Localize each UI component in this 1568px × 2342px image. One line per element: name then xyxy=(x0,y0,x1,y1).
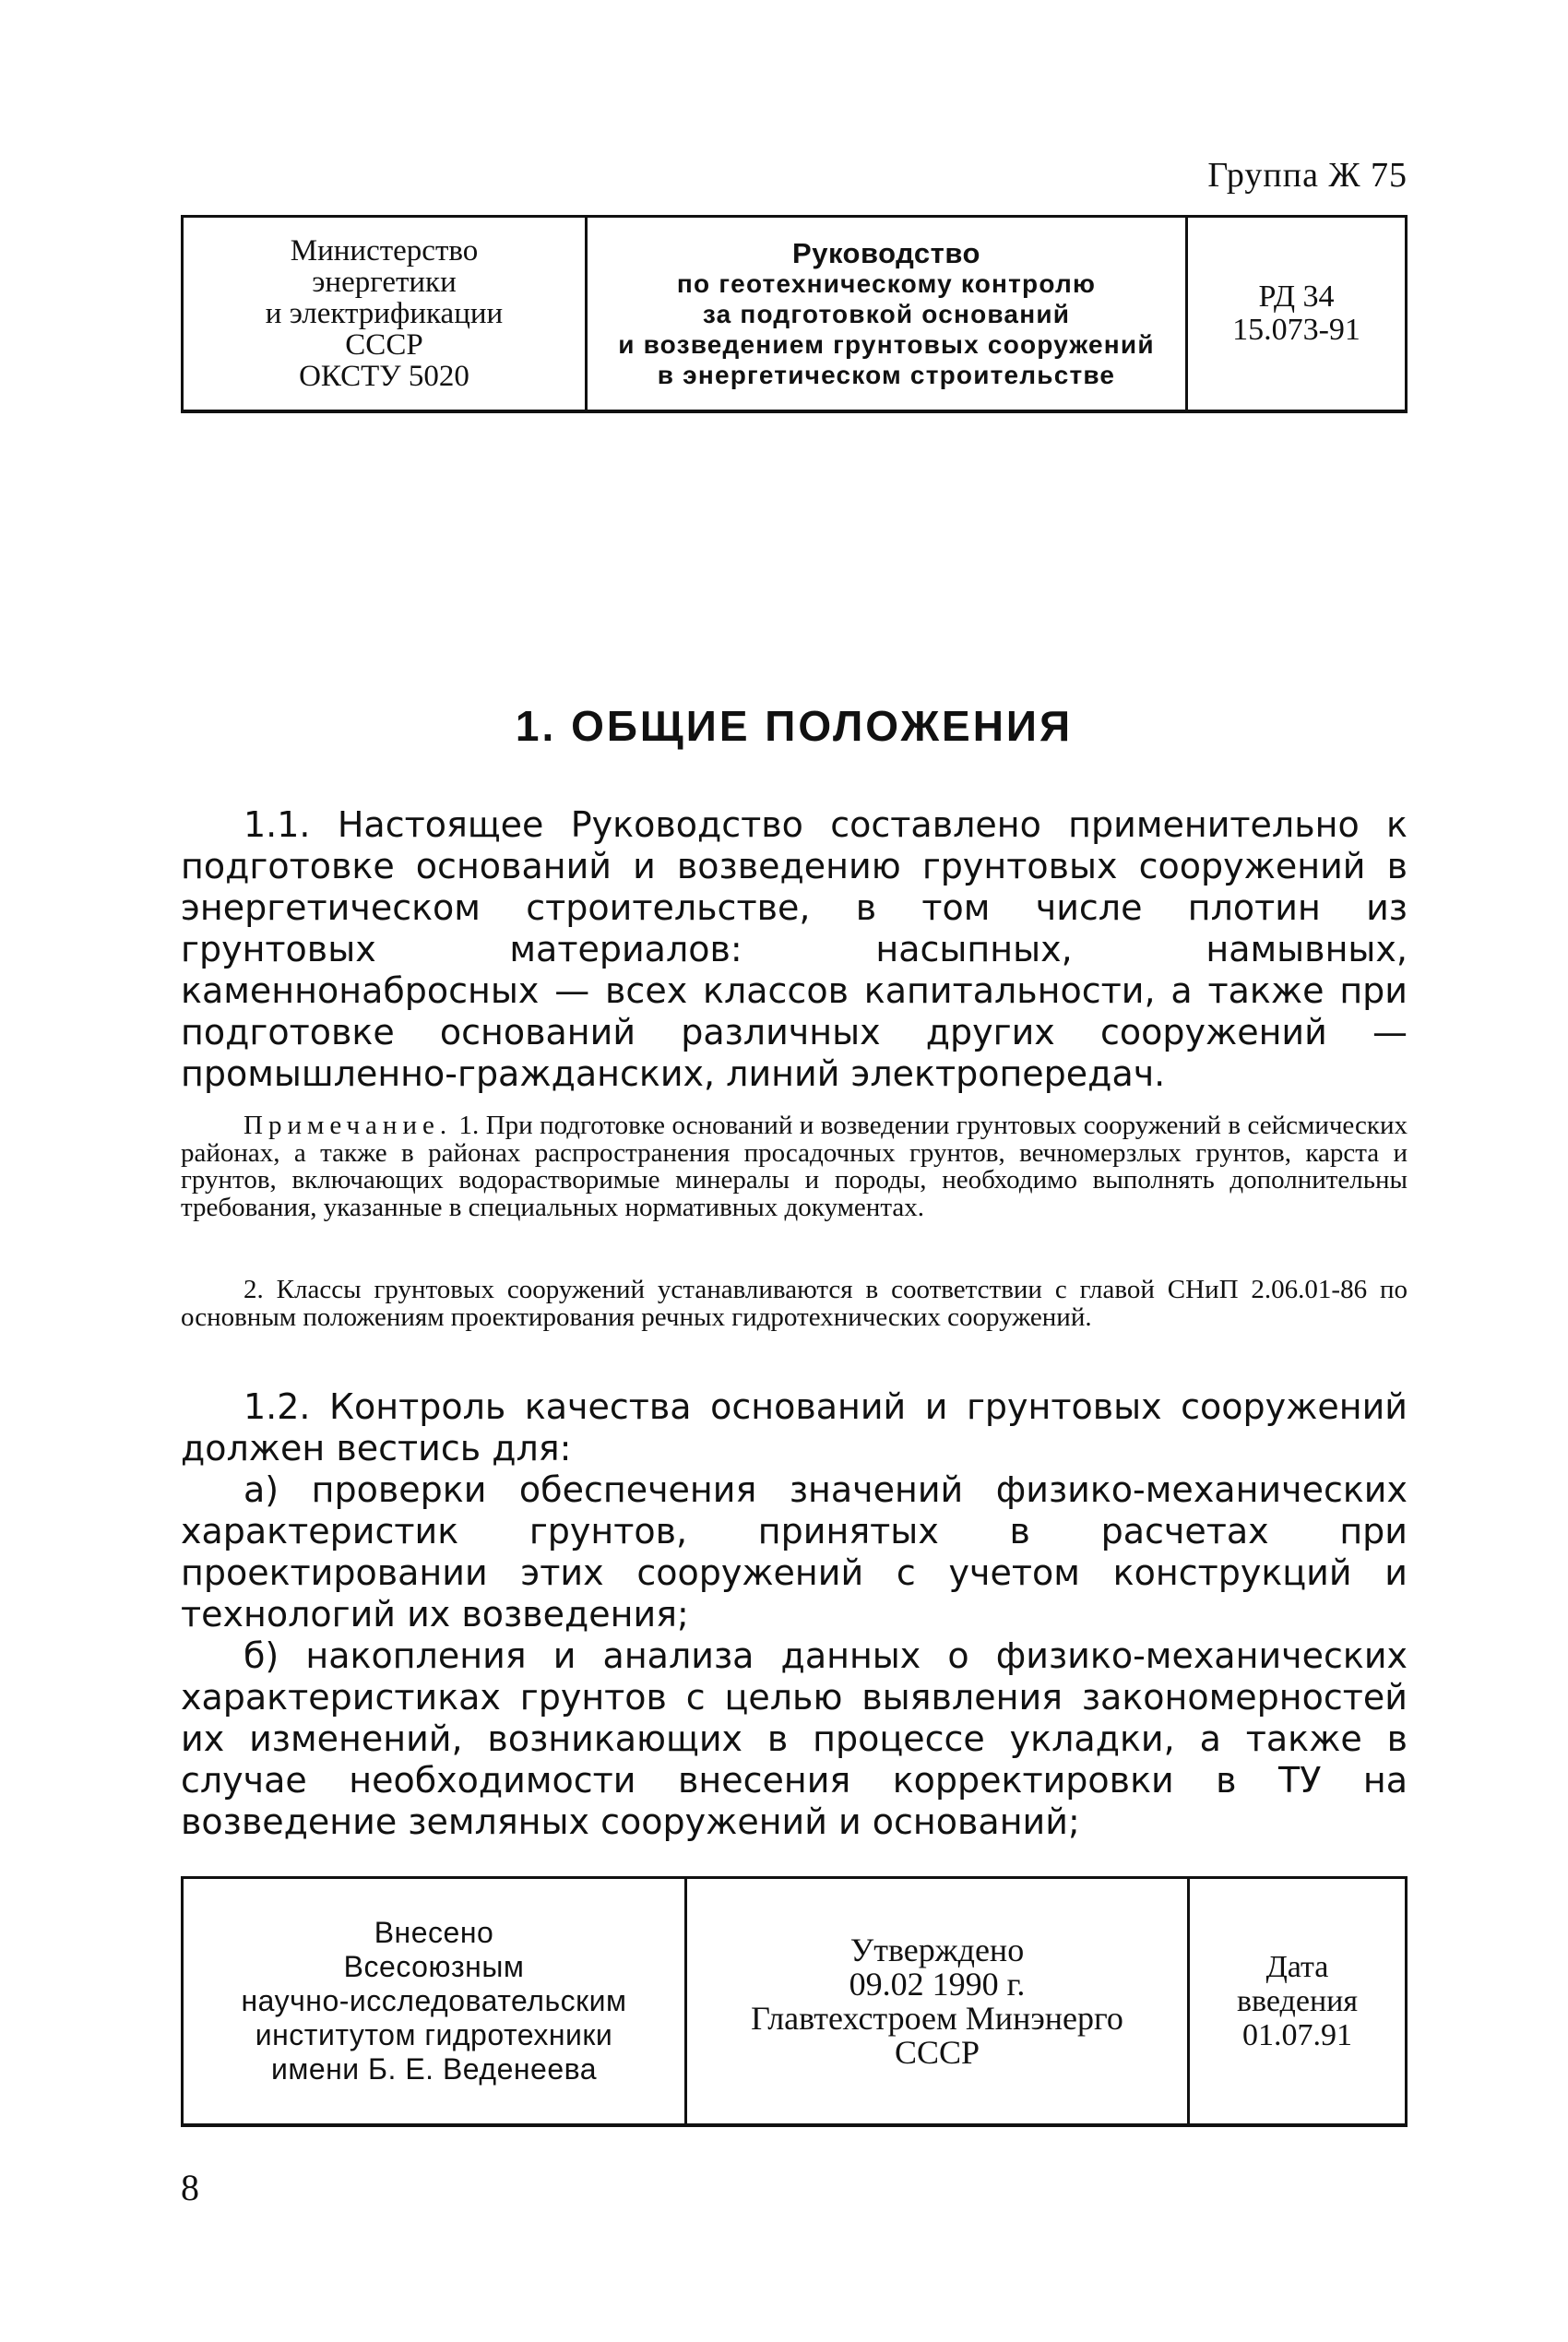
approved-line: 09.02 1990 г. xyxy=(849,1965,1026,2003)
group-label: Группа Ж 75 xyxy=(1207,156,1408,195)
approved-cell xyxy=(684,1879,1190,2123)
page-number: 8 xyxy=(181,2167,199,2208)
introduced-line: Всесоюзным xyxy=(343,1950,525,1983)
ministry-line: СССР xyxy=(345,328,423,362)
document-title-line: в энергетическом строительстве xyxy=(657,360,1116,389)
effective-date-line: введения xyxy=(1237,1984,1358,2018)
document-title-line: и возведением грунтовых сооружений xyxy=(618,329,1155,359)
introduced-line: Внесено xyxy=(374,1916,494,1949)
header-table xyxy=(181,215,1408,413)
list-item-a: а) проверки обеспечения значений физико-механических характеристик грунтов, принятых в расчетах при проектировании этих сооружений с учетом конструкций и технологий их возведения; xyxy=(181,1469,1408,1635)
introduced-by-cell xyxy=(181,1879,684,2123)
document-code-line: 15.073-91 xyxy=(1232,313,1360,347)
effective-date-line: Дата xyxy=(1265,1950,1329,1984)
approved-line: Главтехстроем Минэнерго xyxy=(751,1999,1123,2037)
introduced-line: научно-исследовательским xyxy=(241,1984,627,2017)
document-title: Руководство xyxy=(792,236,980,269)
note-label: Примечание. xyxy=(244,1111,453,1140)
section-title: 1. ОБЩИЕ ПОЛОЖЕНИЯ xyxy=(515,702,1074,750)
introduced-line: институтом гидротехники xyxy=(255,2018,613,2051)
paragraph-1-1: 1.1. Настоящее Руководство составлено применительно к подготовке оснований и возведению грунтовых сооружений в энергетическом строительстве, в том числе плотин из грунтовых материалов: насыпных, намывных, каменнонабросных — всех классов капитальности, а также при подготовке оснований различных других сооружений — промышленно-гражданских, линий электропередач. xyxy=(181,804,1408,1094)
document-code-line: РД 34 xyxy=(1258,279,1335,314)
document-title-line: за подготовкой оснований xyxy=(702,299,1071,328)
introduced-line: имени Б. Е. Веденеева xyxy=(270,2052,598,2086)
effective-date-cell xyxy=(1190,1879,1408,2123)
note-2: 2. Классы грунтовых сооружений устанавливаются в соответствии с главой СНиП 2.06.01-86 по основным положениям проектирования речных гидротехнических сооружений. xyxy=(181,1275,1408,1332)
list-item-b: б) накопления и анализа данных о физико-механических характеристиках грунтов с целью выявления закономерностей их изменений, возникающих в процессе укладки, а также в случае необходимости внесения корректировки в ТУ на возведение земляных сооружений и оснований; xyxy=(181,1635,1408,1842)
document-title-line: по геотехническому контролю xyxy=(676,268,1097,298)
note-1-text: 1. При подготовке оснований и возведении грунтовых сооружений в сейсмических районах, а также в районах распространения просадочных грунтов, вечномерзлых грунтов, карста и грунтов, включающих водорастворимые минералы и породы, необходимо выполнять дополнительны требования, указанные в специальных нормативных документах. xyxy=(181,1111,1408,1222)
ministry-line: и электрификации xyxy=(265,297,504,330)
ministry-line: Министерство xyxy=(290,234,479,267)
paragraph-1-2: 1.2. Контроль качества оснований и грунтовых сооружений должен вестись для: xyxy=(181,1386,1408,1468)
approved-line: Утверждено xyxy=(849,1931,1025,1968)
document-code-cell xyxy=(1188,218,1408,410)
ministry-cell xyxy=(181,218,585,410)
ministry-line: ОКСТУ 5020 xyxy=(299,360,469,393)
note-1 xyxy=(181,1112,1408,1221)
approved-line: СССР xyxy=(894,2033,980,2071)
effective-date-line: 01.07.91 xyxy=(1242,2018,1352,2052)
footer-table xyxy=(181,1876,1408,2127)
ministry-line: энергетики xyxy=(312,266,457,299)
document-title-cell xyxy=(585,218,1188,410)
